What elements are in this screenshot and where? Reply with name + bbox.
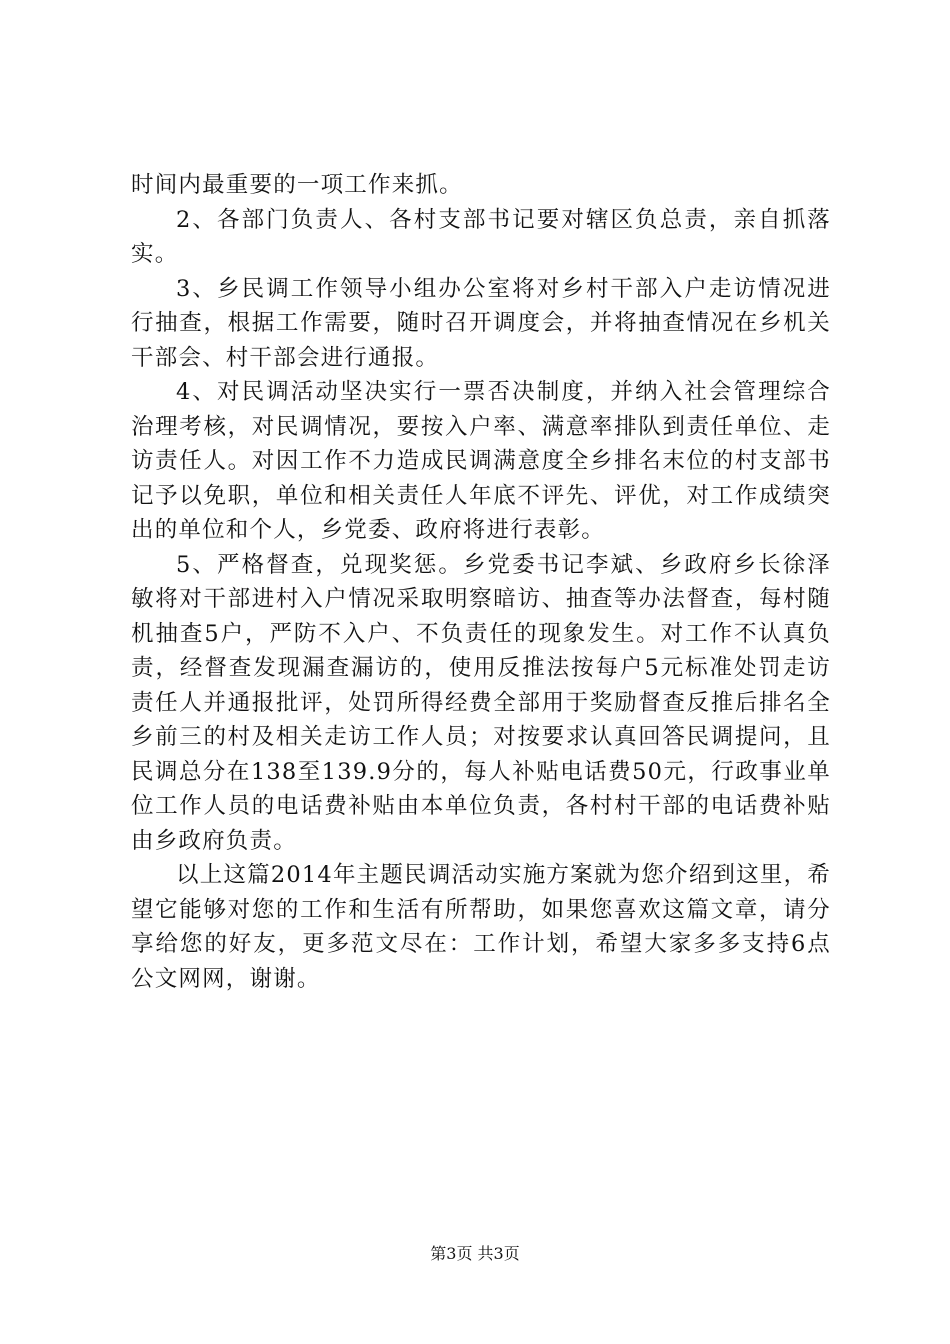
- paragraph-item-3: 3、乡民调工作领导小组办公室将对乡村干部入户走访情况进行抽查，根据工作需要，随时召开调度会，并将抽查情况在乡机关干部会、村干部会进行通报。: [131, 275, 831, 371]
- paragraph-item-5: 5、严格督查，兑现奖惩。乡党委书记李斌、乡政府乡长徐泽敏将对干部进村入户情况采取明察暗访、抽查等办法督查，每村随机抽查5户，严防不入户、不负责任的现象发生。对工作不认真负责，经督查发现漏查漏访的，使用反推法按每户5元标准处罚走访责任人并通报批评，处罚所得经费全部用于奖励督查反推后排名全乡前三的村及相关走访工作人员；对按要求认真回答民调提问，且民调总分在138至139.9分的，每人补贴电话费50元，行政事业单位工作人员的电话费补贴由本单位负责，各村村干部的电话费补贴由乡政府负责。: [131, 551, 831, 854]
- paragraph-item-4: 4、对民调活动坚决实行一票否决制度，并纳入社会管理综合治理考核，对民调情况，要按入户率、满意率排队到责任单位、走访责任人。对因工作不力造成民调满意度全乡排名末位的村支部书记予以免职，单位和相关责任人年底不评先、评优，对工作成绩突出的单位和个人，乡党委、政府将进行表彰。: [131, 379, 831, 543]
- page-number-footer: 第3页 共3页: [430, 1244, 520, 1263]
- paragraph-continuation: 时间内最重要的一项工作来抓。: [131, 172, 463, 198]
- paragraph-item-2: 2、各部门负责人、各村支部书记要对辖区负总责，亲自抓落实。: [131, 206, 831, 267]
- paragraph-closing: 以上这篇2014年主题民调活动实施方案就为您介绍到这里，希望它能够对您的工作和生活有所帮助，如果您喜欢这篇文章，请分享给您的好友，更多范文尽在：工作计划，希望大家多多支持6点公文网网，谢谢。: [131, 862, 831, 992]
- document-body: [131, 168, 831, 996]
